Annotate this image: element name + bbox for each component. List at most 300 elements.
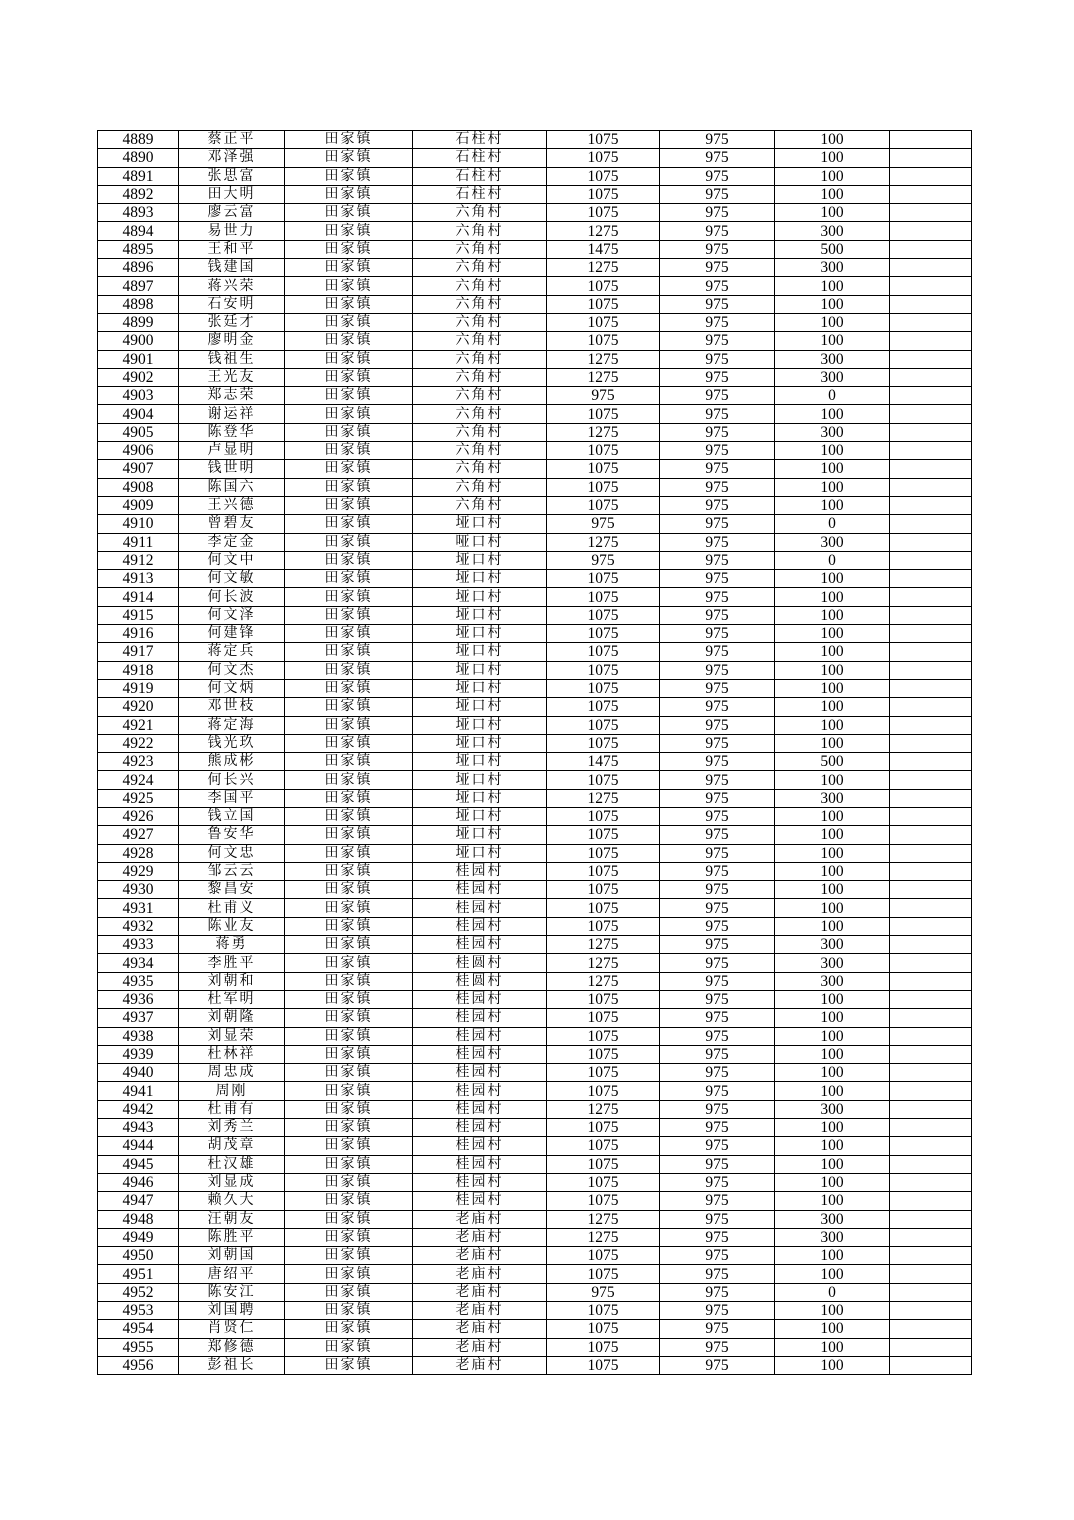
row-number-cell: 4937 <box>98 1009 179 1027</box>
amount-a-cell: 1075 <box>547 185 660 203</box>
amount-b-cell: 975 <box>660 222 775 240</box>
amount-b-cell: 975 <box>660 313 775 331</box>
row-number-cell: 4946 <box>98 1173 179 1191</box>
remark-cell <box>890 1100 972 1118</box>
village-cell: 桂圆村 <box>413 972 547 990</box>
difference-cell: 100 <box>775 1192 890 1210</box>
difference-cell: 100 <box>775 167 890 185</box>
name-cell: 李胜平 <box>179 954 285 972</box>
amount-b-cell: 975 <box>660 972 775 990</box>
difference-cell: 100 <box>775 478 890 496</box>
table-row <box>98 1320 972 1338</box>
town-cell: 田家镇 <box>285 1173 413 1191</box>
name-cell: 杜军明 <box>179 990 285 1008</box>
village-cell: 老庙村 <box>413 1265 547 1283</box>
table-row <box>98 167 972 185</box>
village-cell: 老庙村 <box>413 1210 547 1228</box>
remark-cell <box>890 771 972 789</box>
town-cell: 田家镇 <box>285 405 413 423</box>
town-cell: 田家镇 <box>285 295 413 313</box>
row-number-cell: 4903 <box>98 387 179 405</box>
row-number-cell: 4920 <box>98 698 179 716</box>
remark-cell <box>890 313 972 331</box>
table-row <box>98 350 972 368</box>
amount-a-cell: 1075 <box>547 588 660 606</box>
remark-cell <box>890 716 972 734</box>
remark-cell <box>890 625 972 643</box>
name-cell: 郑修德 <box>179 1338 285 1356</box>
table-row <box>98 716 972 734</box>
amount-a-cell: 1075 <box>547 990 660 1008</box>
remark-cell <box>890 698 972 716</box>
amount-a-cell: 1075 <box>547 460 660 478</box>
row-number-cell: 4944 <box>98 1137 179 1155</box>
name-cell: 鲁安华 <box>179 826 285 844</box>
town-cell: 田家镇 <box>285 1100 413 1118</box>
town-cell: 田家镇 <box>285 1247 413 1265</box>
remark-cell <box>890 478 972 496</box>
difference-cell: 100 <box>775 496 890 514</box>
row-number-cell: 4949 <box>98 1228 179 1246</box>
name-cell: 李国平 <box>179 789 285 807</box>
remark-cell <box>890 332 972 350</box>
row-number-cell: 4902 <box>98 368 179 386</box>
amount-b-cell: 975 <box>660 149 775 167</box>
village-cell: 老庙村 <box>413 1356 547 1374</box>
village-cell: 桂园村 <box>413 1045 547 1063</box>
remark-cell <box>890 954 972 972</box>
village-cell: 老庙村 <box>413 1320 547 1338</box>
row-number-cell: 4932 <box>98 917 179 935</box>
table-row <box>98 679 972 697</box>
row-number-cell: 4947 <box>98 1192 179 1210</box>
amount-b-cell: 975 <box>660 496 775 514</box>
name-cell: 邓泽强 <box>179 149 285 167</box>
town-cell: 田家镇 <box>285 1338 413 1356</box>
row-number-cell: 4901 <box>98 350 179 368</box>
difference-cell: 100 <box>775 917 890 935</box>
difference-cell: 100 <box>775 460 890 478</box>
town-cell: 田家镇 <box>285 149 413 167</box>
row-number-cell: 4954 <box>98 1320 179 1338</box>
difference-cell: 300 <box>775 936 890 954</box>
town-cell: 田家镇 <box>285 698 413 716</box>
difference-cell: 100 <box>775 1009 890 1027</box>
amount-b-cell: 975 <box>660 423 775 441</box>
row-number-cell: 4929 <box>98 862 179 880</box>
town-cell: 田家镇 <box>285 1210 413 1228</box>
village-cell: 垭口村 <box>413 679 547 697</box>
difference-cell: 100 <box>775 826 890 844</box>
village-cell: 桂园村 <box>413 1119 547 1137</box>
amount-a-cell: 1075 <box>547 1009 660 1027</box>
name-cell: 陈胜平 <box>179 1228 285 1246</box>
town-cell: 田家镇 <box>285 259 413 277</box>
difference-cell: 100 <box>775 734 890 752</box>
remark-cell <box>890 1027 972 1045</box>
difference-cell: 300 <box>775 789 890 807</box>
amount-b-cell: 975 <box>660 350 775 368</box>
town-cell: 田家镇 <box>285 222 413 240</box>
row-number-cell: 4925 <box>98 789 179 807</box>
town-cell: 田家镇 <box>285 277 413 295</box>
table-row <box>98 954 972 972</box>
difference-cell: 100 <box>775 1356 890 1374</box>
table-row <box>98 1155 972 1173</box>
row-number-cell: 4909 <box>98 496 179 514</box>
row-number-cell: 4919 <box>98 679 179 697</box>
table-row <box>98 204 972 222</box>
amount-a-cell: 1075 <box>547 625 660 643</box>
town-cell: 田家镇 <box>285 807 413 825</box>
town-cell: 田家镇 <box>285 716 413 734</box>
table-row <box>98 625 972 643</box>
amount-a-cell: 975 <box>547 387 660 405</box>
village-cell: 六角村 <box>413 478 547 496</box>
difference-cell: 0 <box>775 387 890 405</box>
amount-b-cell: 975 <box>660 1338 775 1356</box>
name-cell: 刘朝国 <box>179 1247 285 1265</box>
amount-b-cell: 975 <box>660 1082 775 1100</box>
village-cell: 桂园村 <box>413 1009 547 1027</box>
amount-a-cell: 1075 <box>547 496 660 514</box>
table-row <box>98 1045 972 1063</box>
name-cell: 周忠成 <box>179 1064 285 1082</box>
remark-cell <box>890 1155 972 1173</box>
difference-cell: 100 <box>775 1173 890 1191</box>
town-cell: 田家镇 <box>285 515 413 533</box>
amount-a-cell: 1275 <box>547 954 660 972</box>
remark-cell <box>890 972 972 990</box>
village-cell: 六角村 <box>413 259 547 277</box>
town-cell: 田家镇 <box>285 844 413 862</box>
row-number-cell: 4890 <box>98 149 179 167</box>
remark-cell <box>890 1009 972 1027</box>
row-number-cell: 4898 <box>98 295 179 313</box>
table-row <box>98 1082 972 1100</box>
table-body <box>98 131 972 1375</box>
town-cell: 田家镇 <box>285 606 413 624</box>
amount-a-cell: 1075 <box>547 716 660 734</box>
amount-b-cell: 975 <box>660 606 775 624</box>
row-number-cell: 4955 <box>98 1338 179 1356</box>
name-cell: 蔡正平 <box>179 131 285 149</box>
village-cell: 六角村 <box>413 350 547 368</box>
name-cell: 蒋勇 <box>179 936 285 954</box>
remark-cell <box>890 405 972 423</box>
amount-b-cell: 975 <box>660 204 775 222</box>
difference-cell: 100 <box>775 131 890 149</box>
amount-b-cell: 975 <box>660 1027 775 1045</box>
difference-cell: 0 <box>775 1283 890 1301</box>
amount-a-cell: 1075 <box>547 1265 660 1283</box>
village-cell: 垭口村 <box>413 771 547 789</box>
town-cell: 田家镇 <box>285 387 413 405</box>
amount-b-cell: 975 <box>660 1356 775 1374</box>
name-cell: 陈国六 <box>179 478 285 496</box>
table-row <box>98 1119 972 1137</box>
amount-a-cell: 1075 <box>547 1247 660 1265</box>
amount-a-cell: 1075 <box>547 643 660 661</box>
amount-b-cell: 975 <box>660 1173 775 1191</box>
amount-b-cell: 975 <box>660 1064 775 1082</box>
table-row <box>98 1137 972 1155</box>
name-cell: 何长波 <box>179 588 285 606</box>
village-cell: 六角村 <box>413 277 547 295</box>
town-cell: 田家镇 <box>285 789 413 807</box>
amount-b-cell: 975 <box>660 661 775 679</box>
row-number-cell: 4934 <box>98 954 179 972</box>
amount-a-cell: 1075 <box>547 881 660 899</box>
table-row <box>98 807 972 825</box>
remark-cell <box>890 807 972 825</box>
name-cell: 何文泽 <box>179 606 285 624</box>
village-cell: 六角村 <box>413 460 547 478</box>
town-cell: 田家镇 <box>285 240 413 258</box>
name-cell: 易世力 <box>179 222 285 240</box>
remark-cell <box>890 917 972 935</box>
difference-cell: 300 <box>775 1210 890 1228</box>
amount-a-cell: 1075 <box>547 1027 660 1045</box>
town-cell: 田家镇 <box>285 899 413 917</box>
amount-b-cell: 975 <box>660 442 775 460</box>
table-row <box>98 826 972 844</box>
remark-cell <box>890 222 972 240</box>
village-cell: 石柱村 <box>413 167 547 185</box>
village-cell: 垭口村 <box>413 625 547 643</box>
difference-cell: 300 <box>775 954 890 972</box>
village-cell: 老庙村 <box>413 1283 547 1301</box>
difference-cell: 100 <box>775 204 890 222</box>
amount-a-cell: 1075 <box>547 917 660 935</box>
amount-b-cell: 975 <box>660 899 775 917</box>
amount-a-cell: 1075 <box>547 807 660 825</box>
name-cell: 刘显荣 <box>179 1027 285 1045</box>
amount-a-cell: 1075 <box>547 1155 660 1173</box>
table-row <box>98 149 972 167</box>
table-row <box>98 1210 972 1228</box>
remark-cell <box>890 844 972 862</box>
remark-cell <box>890 606 972 624</box>
difference-cell: 100 <box>775 862 890 880</box>
village-cell: 垭口村 <box>413 734 547 752</box>
row-number-cell: 4941 <box>98 1082 179 1100</box>
amount-a-cell: 1075 <box>547 1173 660 1191</box>
name-cell: 钱立国 <box>179 807 285 825</box>
table-row <box>98 734 972 752</box>
row-number-cell: 4952 <box>98 1283 179 1301</box>
table-row <box>98 606 972 624</box>
village-cell: 桂园村 <box>413 862 547 880</box>
town-cell: 田家镇 <box>285 1137 413 1155</box>
amount-b-cell: 975 <box>660 1045 775 1063</box>
table-row <box>98 990 972 1008</box>
row-number-cell: 4907 <box>98 460 179 478</box>
amount-a-cell: 1275 <box>547 368 660 386</box>
town-cell: 田家镇 <box>285 478 413 496</box>
amount-a-cell: 1275 <box>547 222 660 240</box>
difference-cell: 100 <box>775 698 890 716</box>
table-row <box>98 478 972 496</box>
amount-a-cell: 1075 <box>547 1119 660 1137</box>
row-number-cell: 4928 <box>98 844 179 862</box>
amount-b-cell: 975 <box>660 844 775 862</box>
amount-a-cell: 1075 <box>547 661 660 679</box>
amount-a-cell: 1075 <box>547 698 660 716</box>
village-cell: 六角村 <box>413 496 547 514</box>
row-number-cell: 4938 <box>98 1027 179 1045</box>
table-row <box>98 844 972 862</box>
amount-b-cell: 975 <box>660 954 775 972</box>
village-cell: 桂园村 <box>413 881 547 899</box>
amount-a-cell: 1275 <box>547 423 660 441</box>
remark-cell <box>890 1228 972 1246</box>
table-row <box>98 1302 972 1320</box>
town-cell: 田家镇 <box>285 332 413 350</box>
difference-cell: 100 <box>775 679 890 697</box>
amount-a-cell: 1075 <box>547 1302 660 1320</box>
amount-b-cell: 975 <box>660 1100 775 1118</box>
remark-cell <box>890 899 972 917</box>
amount-b-cell: 975 <box>660 240 775 258</box>
difference-cell: 300 <box>775 972 890 990</box>
village-cell: 六角村 <box>413 240 547 258</box>
amount-a-cell: 1075 <box>547 899 660 917</box>
village-cell: 六角村 <box>413 423 547 441</box>
table-row <box>98 1100 972 1118</box>
table-row <box>98 551 972 569</box>
difference-cell: 100 <box>775 1045 890 1063</box>
remark-cell <box>890 1137 972 1155</box>
amount-a-cell: 1275 <box>547 789 660 807</box>
amount-a-cell: 1075 <box>547 131 660 149</box>
remark-cell <box>890 1265 972 1283</box>
town-cell: 田家镇 <box>285 954 413 972</box>
name-cell: 张思富 <box>179 167 285 185</box>
amount-b-cell: 975 <box>660 643 775 661</box>
name-cell: 何建锋 <box>179 625 285 643</box>
row-number-cell: 4943 <box>98 1119 179 1137</box>
name-cell: 杜林祥 <box>179 1045 285 1063</box>
amount-b-cell: 975 <box>660 1302 775 1320</box>
town-cell: 田家镇 <box>285 1265 413 1283</box>
name-cell: 蒋兴荣 <box>179 277 285 295</box>
row-number-cell: 4913 <box>98 570 179 588</box>
row-number-cell: 4931 <box>98 899 179 917</box>
name-cell: 何文炳 <box>179 679 285 697</box>
table-row <box>98 753 972 771</box>
remark-cell <box>890 643 972 661</box>
amount-a-cell: 975 <box>547 551 660 569</box>
row-number-cell: 4918 <box>98 661 179 679</box>
amount-b-cell: 975 <box>660 936 775 954</box>
row-number-cell: 4904 <box>98 405 179 423</box>
table-row <box>98 1265 972 1283</box>
remark-cell <box>890 1045 972 1063</box>
row-number-cell: 4953 <box>98 1302 179 1320</box>
amount-b-cell: 975 <box>660 131 775 149</box>
village-cell: 桂园村 <box>413 1100 547 1118</box>
amount-a-cell: 1075 <box>547 1338 660 1356</box>
remark-cell <box>890 496 972 514</box>
difference-cell: 300 <box>775 350 890 368</box>
town-cell: 田家镇 <box>285 167 413 185</box>
amount-a-cell: 1475 <box>547 753 660 771</box>
row-number-cell: 4910 <box>98 515 179 533</box>
town-cell: 田家镇 <box>285 1045 413 1063</box>
table-row <box>98 1247 972 1265</box>
row-number-cell: 4892 <box>98 185 179 203</box>
amount-a-cell: 1075 <box>547 1082 660 1100</box>
village-cell: 垭口村 <box>413 570 547 588</box>
remark-cell <box>890 753 972 771</box>
name-cell: 彭祖长 <box>179 1356 285 1374</box>
row-number-cell: 4891 <box>98 167 179 185</box>
row-number-cell: 4895 <box>98 240 179 258</box>
town-cell: 田家镇 <box>285 643 413 661</box>
village-cell: 六角村 <box>413 313 547 331</box>
name-cell: 蒋定海 <box>179 716 285 734</box>
name-cell: 邓世枝 <box>179 698 285 716</box>
difference-cell: 100 <box>775 899 890 917</box>
remark-cell <box>890 533 972 551</box>
row-number-cell: 4950 <box>98 1247 179 1265</box>
amount-b-cell: 975 <box>660 1155 775 1173</box>
remark-cell <box>890 661 972 679</box>
difference-cell: 100 <box>775 643 890 661</box>
name-cell: 陈业友 <box>179 917 285 935</box>
town-cell: 田家镇 <box>285 826 413 844</box>
table-row <box>98 405 972 423</box>
amount-a-cell: 1075 <box>547 1356 660 1374</box>
remark-cell <box>890 1210 972 1228</box>
name-cell: 廖明金 <box>179 332 285 350</box>
difference-cell: 100 <box>775 716 890 734</box>
amount-b-cell: 975 <box>660 1228 775 1246</box>
town-cell: 田家镇 <box>285 533 413 551</box>
difference-cell: 100 <box>775 1137 890 1155</box>
amount-a-cell: 1275 <box>547 1228 660 1246</box>
name-cell: 唐绍平 <box>179 1265 285 1283</box>
town-cell: 田家镇 <box>285 185 413 203</box>
row-number-cell: 4923 <box>98 753 179 771</box>
table-row <box>98 313 972 331</box>
table-row <box>98 222 972 240</box>
table-row <box>98 460 972 478</box>
remark-cell <box>890 1356 972 1374</box>
amount-a-cell: 1075 <box>547 478 660 496</box>
amount-b-cell: 975 <box>660 332 775 350</box>
name-cell: 李定金 <box>179 533 285 551</box>
town-cell: 田家镇 <box>285 588 413 606</box>
table-row <box>98 387 972 405</box>
remark-cell <box>890 387 972 405</box>
table-row <box>98 570 972 588</box>
row-number-cell: 4922 <box>98 734 179 752</box>
town-cell: 田家镇 <box>285 1356 413 1374</box>
table-row <box>98 936 972 954</box>
difference-cell: 100 <box>775 771 890 789</box>
remark-cell <box>890 862 972 880</box>
row-number-cell: 4921 <box>98 716 179 734</box>
remark-cell <box>890 881 972 899</box>
difference-cell: 100 <box>775 277 890 295</box>
table-row <box>98 1064 972 1082</box>
table-row <box>98 771 972 789</box>
town-cell: 田家镇 <box>285 1027 413 1045</box>
difference-cell: 100 <box>775 185 890 203</box>
town-cell: 田家镇 <box>285 917 413 935</box>
